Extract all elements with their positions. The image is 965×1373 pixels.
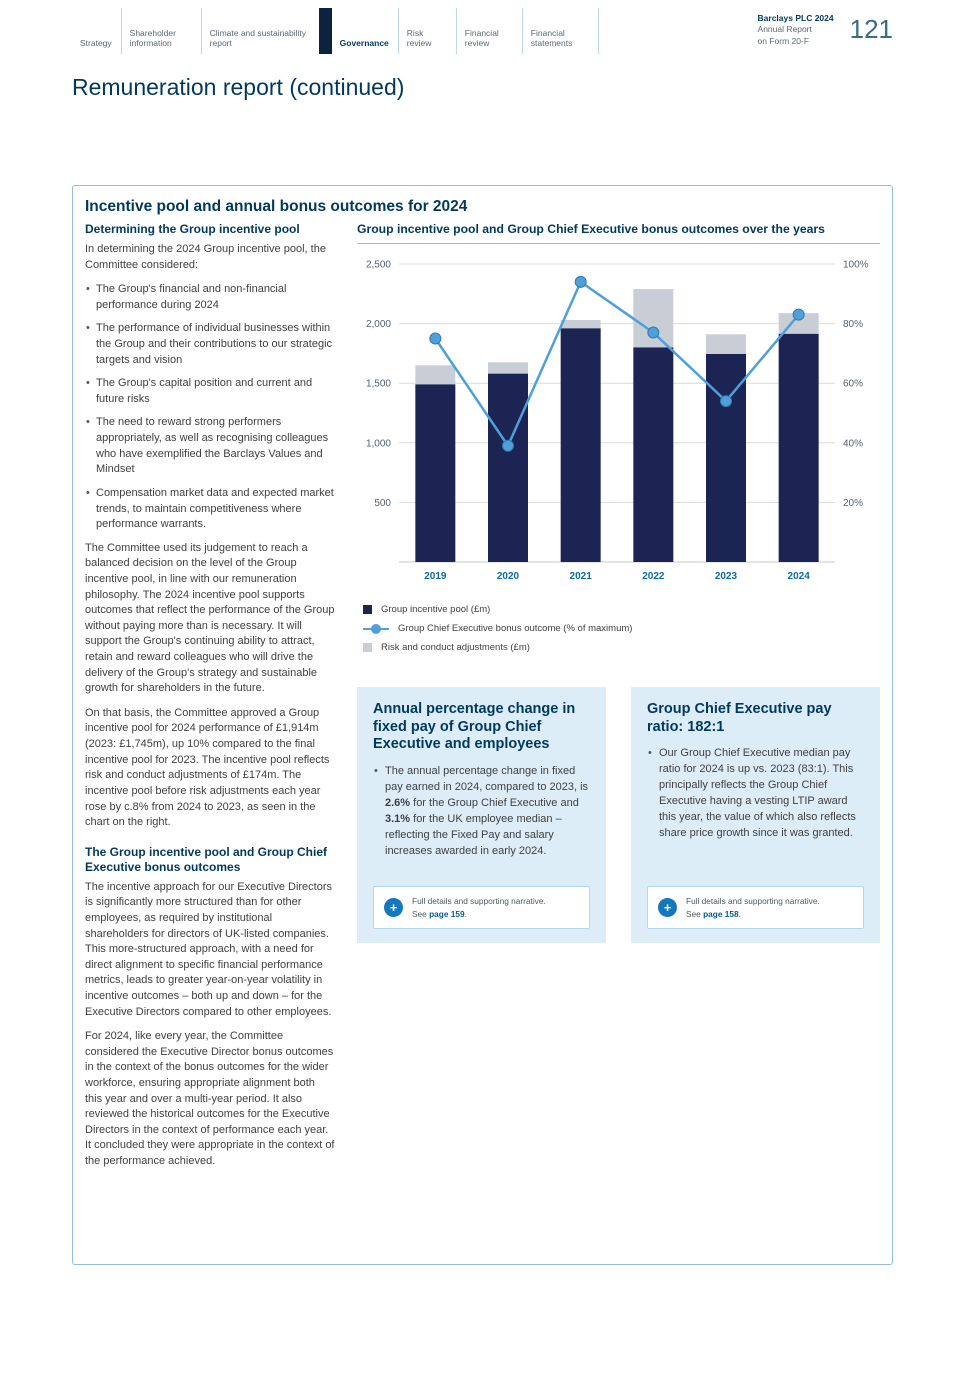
fixed-pay-change-panel	[357, 687, 606, 943]
page	[72, 8, 893, 1265]
chart-svg	[357, 254, 880, 594]
ceo-pay-change-value: 2.6%	[385, 796, 411, 809]
tab-strategy[interactable]	[72, 8, 121, 54]
plus-icon: +	[384, 898, 403, 917]
bullet-text: The annual percentage change in fixed pay earned in 2024, compared to 2023, is	[385, 765, 589, 793]
svg-text:2,000: 2,000	[365, 319, 391, 331]
bonus-outcomes-heading: The Group incentive pool and Group Chief Executive bonus outcomes	[85, 844, 328, 874]
legend-label: Risk and conduct adjustments (£m)	[381, 642, 530, 653]
section-title: Incentive pool and annual bonus outcomes for 2024	[85, 198, 468, 215]
svg-text:1,500: 1,500	[365, 378, 391, 390]
tab-label: Shareholder information	[129, 27, 176, 49]
considerations-list	[85, 282, 335, 533]
left-text-column	[85, 222, 335, 1179]
info-panels	[357, 687, 880, 943]
svg-text:2021: 2021	[569, 571, 592, 582]
tab-financial-review[interactable]	[456, 8, 522, 54]
tab-label: Financial review	[464, 27, 499, 49]
tab-label: Strategy	[80, 38, 112, 49]
panel-title: Annual percentage change in fixed pay of Group Chief Executive and employees	[373, 701, 576, 753]
chart-title: Group incentive pool and Group Chief Executive bonus outcomes over the years	[357, 222, 880, 244]
determining-pool-heading: Determining the Group incentive pool	[85, 222, 300, 236]
chart-legend	[363, 604, 880, 653]
legend-item-incentive-pool	[363, 604, 880, 615]
list-item: • The need to reward strong performers appropriately, as well as recognising colleagues who have exemplified the Barclays Values and Mindset	[85, 415, 335, 477]
callout-page-158	[647, 886, 864, 929]
svg-text:40%: 40%	[843, 438, 864, 450]
svg-text:60%: 60%	[843, 378, 864, 390]
intro-paragraph: In determining the 2024 Group incentive pool, the Committee considered:	[85, 243, 326, 271]
active-section-marker	[319, 8, 332, 54]
navy-square-icon	[363, 605, 372, 614]
panel-bullet	[647, 746, 864, 842]
incentive-pool-section	[72, 185, 893, 1265]
grey-square-icon	[363, 643, 372, 652]
tab-climate-sustainability[interactable]	[201, 8, 319, 54]
callout-see: See	[412, 908, 430, 919]
page-title: Remuneration report (continued)	[72, 74, 405, 100]
page-number: 121	[849, 14, 893, 44]
svg-text:2,500: 2,500	[365, 259, 391, 271]
panel-bullet	[373, 764, 590, 860]
callout-line1: Full details and supporting narrative.	[412, 896, 546, 907]
report-meta	[758, 8, 893, 54]
svg-text:2024: 2024	[787, 571, 810, 582]
incentive-approach-paragraph: The incentive approach for our Executive Directors is significantly more structured than for other employees, as required by institutional shareholders for directors of UK-listed companies. This more-structured approach, with a need for direct alignment to specific financial performance metrics, leads to greater year-on-year volatility in incentive outcomes – both up and down – for the Executive Directors compared to other employees.	[85, 880, 333, 1018]
committee-review-paragraph: For 2024, like every year, the Committee considered the Executive Director bonus outcomes in the context of the bonus outcomes for the wider workforce, ensuring appropriate alignment both this year and over a multi-year period. It also reviewed the historical outcomes for the Executive Directors in the context of performance each year. It concluded they were appropriate in the context of the performance achieved.	[85, 1030, 335, 1168]
callout-text	[686, 895, 820, 920]
svg-text:2022: 2022	[642, 571, 665, 582]
tab-governance[interactable]	[332, 8, 398, 54]
callout-suffix: .	[738, 908, 741, 919]
page-158-link[interactable]: page 158	[703, 908, 739, 919]
callout-line1: Full details and supporting narrative.	[686, 896, 820, 907]
list-item: • The Group's financial and non-financial performance during 2024	[85, 282, 335, 313]
svg-text:500: 500	[374, 497, 391, 509]
tab-label: Governance	[339, 38, 389, 49]
report-brand-title: Barclays PLC 2024	[757, 13, 834, 23]
svg-text:80%: 80%	[843, 319, 864, 331]
line-marker-icon	[363, 624, 389, 634]
bullet-text: for the UK employee median – reflecting the Fixed Pay and salary increases awarded in early 2024.	[385, 812, 562, 857]
report-brand-line3: on Form 20-F	[757, 35, 810, 46]
legend-item-ceo-bonus	[363, 623, 880, 634]
callout-page-159	[373, 886, 590, 929]
svg-text:2023: 2023	[714, 571, 738, 582]
svg-text:100%: 100%	[843, 259, 869, 271]
pay-ratio-panel	[631, 687, 880, 943]
chart-canvas	[357, 254, 880, 594]
right-column	[357, 222, 880, 1179]
tab-label: Climate and sustainability report	[209, 27, 307, 49]
tab-shareholder-information[interactable]	[121, 8, 201, 54]
svg-text:2019: 2019	[424, 571, 447, 582]
employee-pay-change-value: 3.1%	[385, 812, 411, 825]
tab-label: Financial statements	[530, 27, 573, 49]
list-item: • The performance of individual businesses within the Group and their contributions to our strategic targets and vision	[85, 321, 335, 368]
tab-financial-statements[interactable]	[522, 8, 599, 54]
panel-title: Group Chief Executive pay ratio: 182:1	[647, 701, 832, 735]
legend-label: Group incentive pool (£m)	[381, 604, 491, 615]
legend-item-risk-adjustments	[363, 642, 880, 653]
svg-text:2020: 2020	[496, 571, 520, 582]
top-navigation	[72, 8, 893, 54]
tab-risk-review[interactable]	[398, 8, 456, 54]
callout-text	[412, 895, 546, 920]
tab-label: Risk review	[406, 27, 432, 49]
section-columns	[85, 222, 880, 1179]
bullet-text: Our Group Chief Executive median pay ratio for 2024 is up vs. 2023 (83:1). This principally reflects the Group Chief Executive having a vesting LTIP award this year, the value of which also reflects share price growth since it was granted.	[659, 747, 856, 840]
bullet-text: for the Group Chief Executive and	[410, 796, 579, 809]
plus-icon: +	[658, 898, 677, 917]
page-159-link[interactable]: page 159	[429, 908, 465, 919]
list-item: • The Group's capital position and current and future risks	[85, 376, 335, 407]
callout-suffix: .	[464, 908, 467, 919]
report-brand	[758, 13, 834, 47]
legend-label: Group Chief Executive bonus outcome (% of maximum)	[398, 623, 633, 634]
report-brand-line2: Annual Report	[757, 24, 812, 35]
approved-pool-paragraph: On that basis, the Committee approved a Group incentive pool for 2024 performance of £1,914m (2023: £1,745m), up 10% compared to the final incentive pool for 2023. The incentive pool reflects risk and conduct adjustments of £174m. The incentive pool before risk adjustments each year rose by c.8% from 2024 to 2023, as seen in the chart on the right.	[85, 706, 330, 829]
svg-text:20%: 20%	[843, 497, 864, 509]
callout-see: See	[686, 908, 704, 919]
svg-text:1,000: 1,000	[365, 438, 391, 450]
judgement-paragraph: The Committee used its judgement to reach a balanced decision on the level of the Group incentive pool, in line with our remuneration philosophy. The 2024 incentive pool supports outcomes that reflect the performance of the Group without paying more than is necessary. It will support the Group's continuing ability to attract, retain and reward colleagues who will drive the delivery of the Group's strategy and sustainable growth for shareholders in the future.	[85, 541, 335, 695]
list-item: • Compensation market data and expected market trends, to maintain competitiveness where performance warrants.	[85, 486, 335, 533]
